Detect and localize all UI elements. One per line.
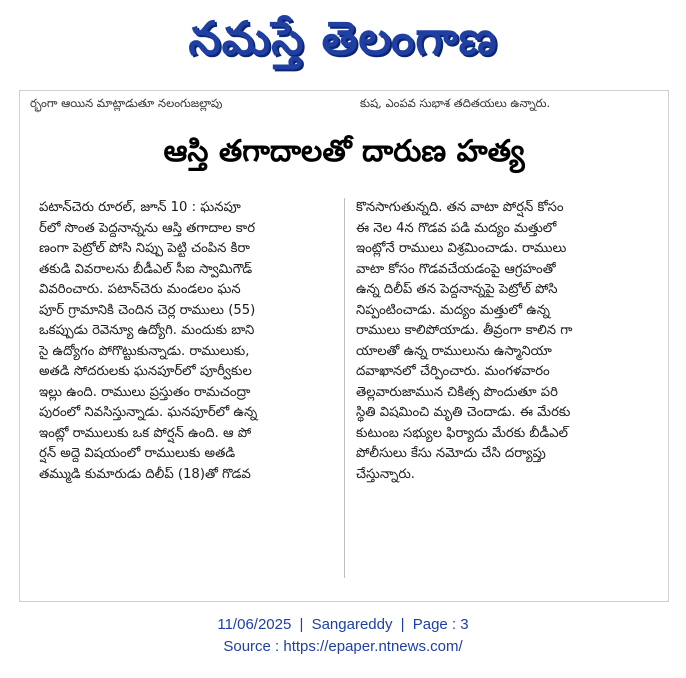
article-line: కుటుంబ సభ్యుల ఫిర్యాదు మేరకు బీడీఎల్ — [356, 425, 569, 441]
article-line: పూర్ గ్రామానికి చెందిన చెర్ల రాములు (55) — [39, 302, 256, 318]
news-clipping — [19, 90, 669, 602]
article-column-right — [356, 198, 652, 485]
article-line: ఇల్లు ఉంది. రాములు ప్రస్తుతం రామచంద్రా — [39, 384, 251, 400]
article-line: కొనసాగుతున్నది. తన వాటా పోర్షన్ కోసం — [356, 200, 564, 215]
article-line: వాటా కోసం గొడవచేయడంపై ఆగ్రహంతో — [356, 261, 556, 277]
article-line: రాములు కాలిపోయాడు. తీవ్రంగా కాలిన గా — [356, 323, 573, 338]
article-line: ర్షన్ అద్దె విషయంలో రాములుకు అతడి — [39, 446, 236, 461]
source-link[interactable]: Source : https://epaper.ntnews.com/ — [223, 638, 463, 655]
separator: | — [299, 616, 304, 633]
column-divider — [344, 198, 345, 578]
article-line: సై ఉద్యోగం పోగొట్టుకున్నాడు. రాములుకు, — [39, 343, 250, 359]
article-headline: ఆస్తి తగాదాలతో దారుణ హత్య — [163, 134, 525, 169]
separator: | — [400, 616, 405, 633]
article-line: స్థితి విషమించి మృతి చెందాడు. ఈ మేరకు — [356, 405, 571, 420]
article-line: పటాన్‌చెరు రూరల్, జూన్ 10 : ఘనపూ — [39, 200, 241, 215]
edition-name: Sangareddy — [311, 616, 393, 633]
article-line: యాలతో ఉన్న రాములును ఉస్మానియా — [356, 343, 552, 359]
article-line: ఇంట్లోనే రాములు విశ్రమించాడు. రాములు — [356, 241, 567, 256]
clipping-footer — [0, 614, 686, 658]
edition-date: 11/06/2025 — [217, 616, 292, 633]
article-line: ర్‌లో సొంత పెద్దనాన్నను ఆస్తి తగాదాల కార — [39, 220, 256, 236]
article-line: ఇంట్లో రాములుకు ఒక పోర్షన్ ఉంది. ఆ పో — [39, 425, 252, 441]
masthead — [0, 0, 686, 88]
newspaper-logo: నమస్తే తెలంగాణ — [188, 11, 498, 65]
article-line: ఈ నెల 4న గొడవ పడి మద్యం మత్తులో — [356, 220, 557, 236]
article-line: పురంలో నివసిస్తున్నాడు. ఘనపూర్‌లో ఉన్న — [39, 405, 258, 420]
article-line: వివరించారు. పటాన్‌చెరు మండలం ఘన — [39, 282, 241, 297]
article-line: నిప్పంటించాడు. మద్యం మత్తులో ఉన్న — [356, 302, 550, 318]
article-line: పోలీసులు కేసు నమోదు చేసి దర్యాప్తు — [356, 446, 546, 461]
article-line: ణంగా పెట్రోల్ పోసి నిప్పు పెట్టి చంపిన కిరా — [39, 241, 250, 256]
page-number: Page : 3 — [412, 616, 469, 633]
article-line: చేస్తున్నారు. — [356, 466, 415, 482]
article-line: తకుడి వివరాలను బీడీఎల్ సీఐ స్వామిగౌడ్ — [39, 261, 253, 277]
article-line: అతడి సోదరులకు ఘనపూర్‌లో పూర్వీకుల — [39, 364, 252, 379]
edition-info — [0, 614, 686, 636]
article-line: తమ్ముడి కుమారుడు దిలీప్ (18)తో గొడవ — [39, 466, 251, 482]
article-line: ఉన్న దిలీప్ తన పెద్దనాన్నపై పెట్రోల్ పోసి — [356, 282, 558, 297]
article-column-left — [39, 198, 335, 485]
article-line: ఒకప్పుడు రెవెన్యూ ఉద్యోగి. మందుకు బాని — [39, 323, 255, 338]
cutoff-text-right: కుష, ఎంపవ సుభాశ తదితయలు ఉన్నారు. — [360, 96, 551, 110]
article-line: దవాఖానలో చేర్పించారు. మంగళవారం — [356, 364, 550, 379]
cutoff-text-left: ర్భంగా ఆయిన మాట్లాడుతూ నలంగుజల్లాపు — [30, 96, 223, 110]
article-line: తెల్లవారుజామున చికిత్స పొందుతూ పరి — [356, 384, 558, 400]
